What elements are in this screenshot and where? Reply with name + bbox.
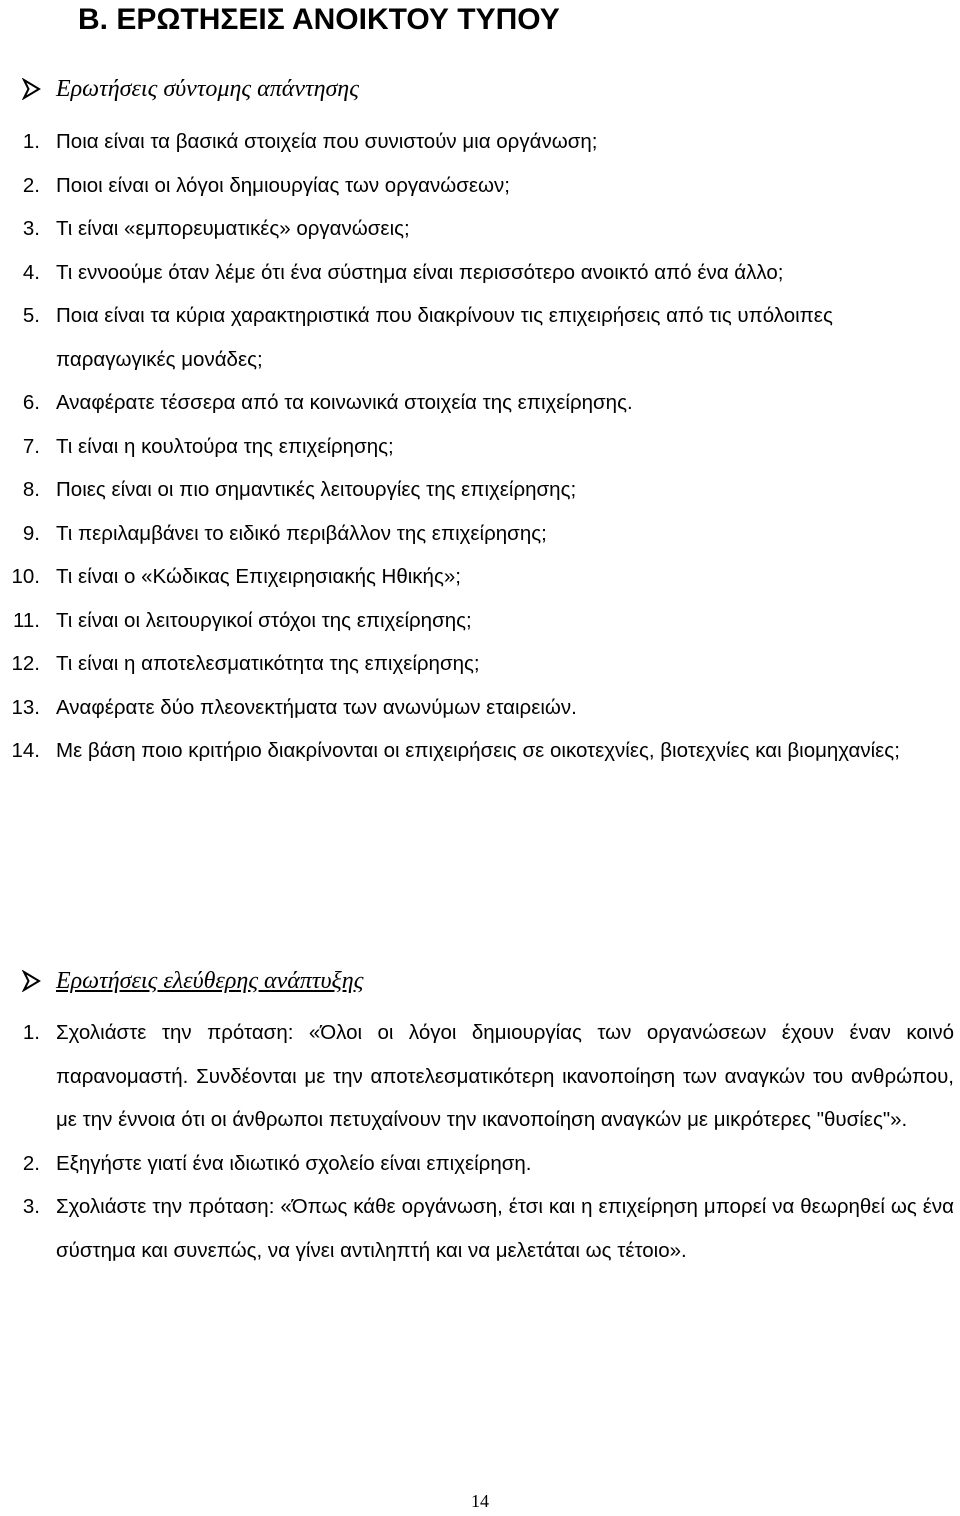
item-number: 10. xyxy=(11,565,40,588)
page-title: Β. ΕΡΩΤΗΣΕΙΣ ΑΝΟΙΚΤΟΥ ΤΥΠΟΥ xyxy=(78,3,560,36)
list-item xyxy=(0,686,960,730)
item-text: Αναφέρατε τέσσερα από τα κοινωνικά στοιχεία της επιχείρησης. xyxy=(56,391,633,414)
item-number: 1. xyxy=(22,1021,40,1044)
item-number: 11. xyxy=(13,608,40,632)
list-item xyxy=(0,555,960,599)
arrow-bullet-icon xyxy=(22,970,42,992)
item-text: Τι είναι η κουλτούρα της επιχείρησης; xyxy=(56,434,394,458)
section-title: Ερωτήσεις ελεύθερης ανάπτυξης xyxy=(56,968,364,994)
list-item xyxy=(0,1142,960,1186)
item-number: 6. xyxy=(22,391,40,414)
item-number: 14. xyxy=(11,739,40,762)
item-number: 5. xyxy=(22,304,40,327)
item-text: Τι είναι οι λειτουργικοί στόχοι της επιχείρησης; xyxy=(56,608,472,632)
item-number: 2. xyxy=(22,1151,40,1175)
item-number: 2. xyxy=(22,173,40,197)
list-item xyxy=(0,1185,960,1272)
section-title: Ερωτήσεις σύντομης απάντησης xyxy=(56,76,359,102)
list-item xyxy=(0,642,960,686)
item-text: Τι περιλαμβάνει το ειδικό περιβάλλον της επιχείρησης; xyxy=(56,521,547,545)
list-item xyxy=(0,729,960,773)
item-number: 12. xyxy=(11,652,40,675)
item-text: Τι είναι η αποτελεσματικότητα της επιχείρησης; xyxy=(56,652,480,675)
item-text: Ποιες είναι οι πιο σημαντικές λειτουργίες της επιχείρησης; xyxy=(56,478,577,501)
section-heading-essay xyxy=(22,966,363,996)
list-item xyxy=(0,381,960,425)
list-item xyxy=(0,294,960,381)
item-text: Σχολιάστε την πρόταση: «Όπως κάθε οργάνωση, έτσι και η επιχείρηση μπορεί να θεωρηθεί ως ένα σύστημα και συνεπώς, να γίνει αντιληπτή και να μελετάται ως τέτοιο». xyxy=(56,1195,954,1262)
item-number: 4. xyxy=(22,260,40,284)
list-item xyxy=(0,425,960,469)
item-number: 13. xyxy=(11,695,40,719)
item-text: Τι εννοούμε όταν λέμε ότι ένα σύστημα είναι περισσότερο ανοικτό από ένα άλλο; xyxy=(56,260,784,284)
list-item xyxy=(0,468,960,512)
list-item xyxy=(0,164,960,208)
item-text: Αναφέρατε δύο πλεονεκτήματα των ανωνύμων εταιρειών. xyxy=(56,695,577,719)
short-answer-question-list xyxy=(0,120,960,773)
item-text: Εξηγήστε γιατί ένα ιδιωτικό σχολείο είναι επιχείρηση. xyxy=(56,1151,532,1175)
list-item xyxy=(0,207,960,251)
item-number: 8. xyxy=(22,478,40,501)
item-number: 3. xyxy=(22,1195,40,1218)
essay-question-list xyxy=(0,1011,960,1272)
page-number: 14 xyxy=(471,1491,489,1511)
list-item xyxy=(0,251,960,295)
list-item xyxy=(0,1011,960,1142)
arrow-bullet-icon xyxy=(22,78,42,100)
list-item xyxy=(0,512,960,556)
item-text: Με βάση ποιο κριτήριο διακρίνονται οι επιχειρήσεις σε οικοτεχνίες, βιοτεχνίες και βιομηχανίες; xyxy=(56,739,900,762)
item-number: 9. xyxy=(22,521,40,545)
item-text: Ποια είναι τα βασικά στοιχεία που συνιστούν μια οργάνωση; xyxy=(56,130,598,153)
item-number: 1. xyxy=(22,130,40,153)
item-number: 3. xyxy=(22,217,40,240)
list-item xyxy=(0,120,960,164)
item-text: Ποιοι είναι οι λόγοι δημιουργίας των οργανώσεων; xyxy=(56,173,510,197)
item-text: Τι είναι «εμπορευματικές» οργανώσεις; xyxy=(56,217,410,240)
item-text: Ποια είναι τα κύρια χαρακτηριστικά που διακρίνουν τις επιχειρήσεις από τις υπόλοιπες παραγωγικές μονάδες; xyxy=(56,304,833,371)
section-heading-short-answer xyxy=(22,74,359,104)
item-text: Τι είναι ο «Κώδικας Επιχειρησιακής Ηθικής»; xyxy=(56,565,461,588)
item-number: 7. xyxy=(22,434,40,458)
item-text: Σχολιάστε την πρόταση: «Όλοι οι λόγοι δημιουργίας των οργανώσεων έχουν έναν κοινό παρανομαστή. Συνδέονται με την αποτελεσματικότερη ικανοποίηση των αναγκών του ανθρώπου, με την έννοια ότι οι άνθρωποι πετυχαίνουν την ικανοποίηση αναγκών με μικρότερες "θυσίες"». xyxy=(56,1021,954,1131)
list-item xyxy=(0,599,960,643)
